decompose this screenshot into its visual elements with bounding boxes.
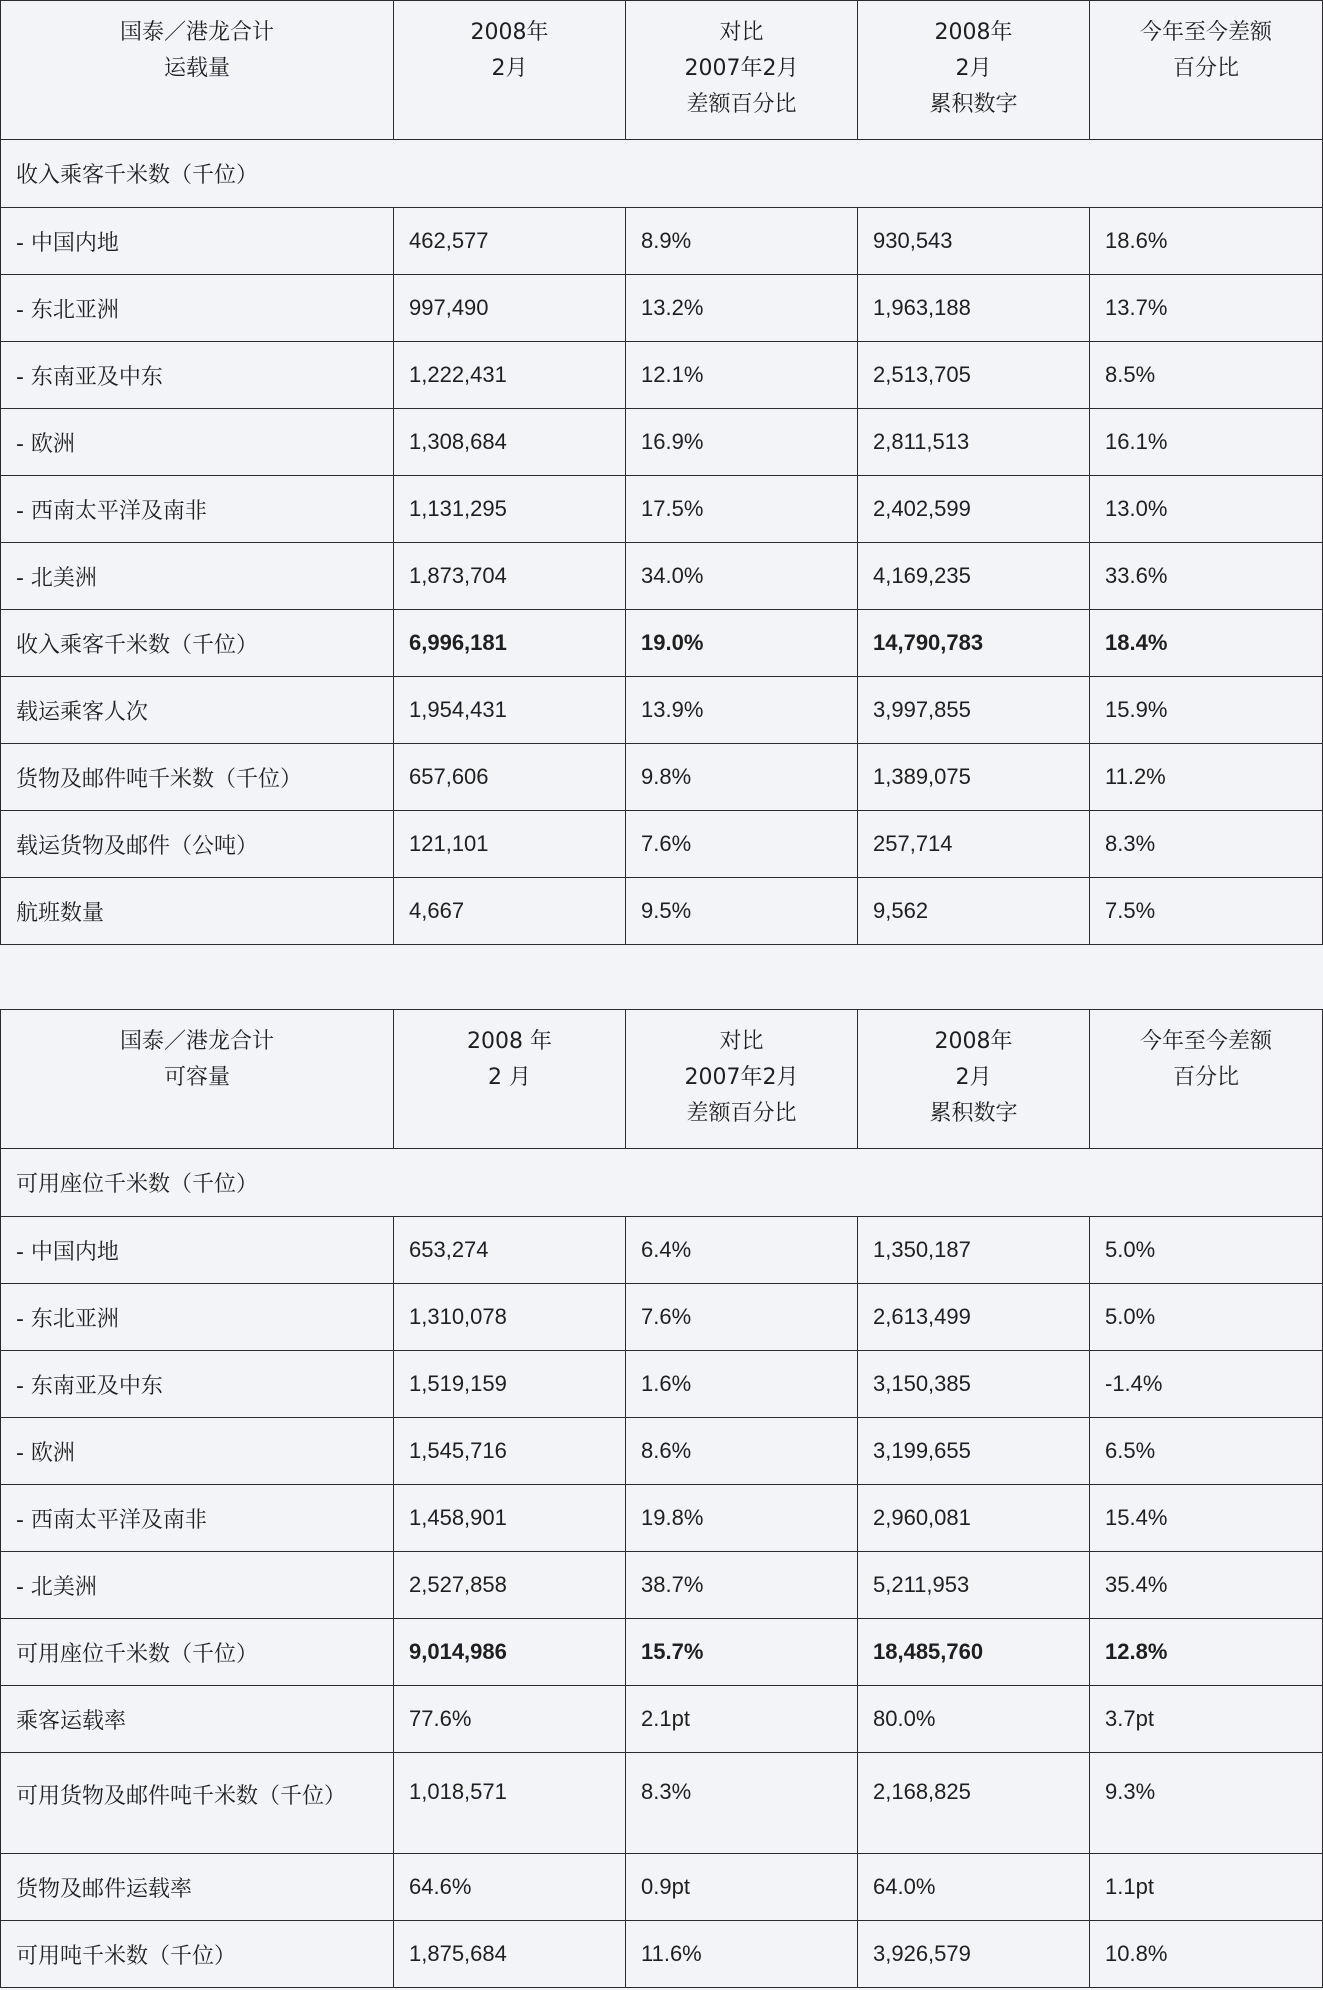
row-value: 5,211,953 (858, 1552, 1090, 1619)
row-value: 653,274 (394, 1217, 626, 1284)
row-value: 0.9pt (626, 1854, 858, 1921)
header-cell: 2008年 2月 (394, 1, 626, 140)
table-row (1, 543, 1323, 610)
row-value: 8.3% (626, 1753, 858, 1854)
header-cell: 国泰／港龙合计 可容量 (1, 1010, 394, 1149)
row-value: 15.9% (1090, 677, 1323, 744)
row-value: 18.6% (1090, 208, 1323, 275)
row-value: 1,350,187 (858, 1217, 1090, 1284)
row-label: 可用货物及邮件吨千米数（千位） (1, 1753, 394, 1854)
row-value: 16.1% (1090, 409, 1323, 476)
row-value: 15.4% (1090, 1485, 1323, 1552)
row-label: 载运乘客人次 (1, 677, 394, 744)
table-row (1, 342, 1323, 409)
row-value: 8.6% (626, 1418, 858, 1485)
row-value: 9.5% (626, 878, 858, 945)
row-value: 1.1pt (1090, 1854, 1323, 1921)
table-row (1, 1753, 1323, 1854)
row-value: 13.0% (1090, 476, 1323, 543)
table-row (1, 811, 1323, 878)
table-row (1, 1217, 1323, 1284)
table-row (1, 1619, 1323, 1686)
table-row (1, 1351, 1323, 1418)
row-value: 13.7% (1090, 275, 1323, 342)
row-value: 1,458,901 (394, 1485, 626, 1552)
table-row (1, 1284, 1323, 1351)
row-value: 121,101 (394, 811, 626, 878)
row-value: 462,577 (394, 208, 626, 275)
row-value: 6.4% (626, 1217, 858, 1284)
row-value: 6,996,181 (394, 610, 626, 677)
row-value: 64.0% (858, 1854, 1090, 1921)
row-value: 1,310,078 (394, 1284, 626, 1351)
header-row (1, 1, 1323, 140)
row-value: 5.0% (1090, 1284, 1323, 1351)
row-value: 7.6% (626, 1284, 858, 1351)
row-value: 1,954,431 (394, 677, 626, 744)
row-label: 货物及邮件吨千米数（千位） (1, 744, 394, 811)
header-cell: 2008年 2月 累积数字 (858, 1, 1090, 140)
table-row (1, 1418, 1323, 1485)
row-value: 1,308,684 (394, 409, 626, 476)
table-row (1, 1854, 1323, 1921)
row-label: - 西南太平洋及南非 (1, 476, 394, 543)
row-value: 2,168,825 (858, 1753, 1090, 1854)
row-value: 9.3% (1090, 1753, 1323, 1854)
header-cell: 2008 年 2 月 (394, 1010, 626, 1149)
row-value: 9.8% (626, 744, 858, 811)
table-row (1, 744, 1323, 811)
row-value: 1,875,684 (394, 1921, 626, 1988)
row-value: 8.3% (1090, 811, 1323, 878)
row-value: 2,513,705 (858, 342, 1090, 409)
section-label: 可用座位千米数（千位） (1, 1149, 1323, 1217)
row-value: 10.8% (1090, 1921, 1323, 1988)
table-row (1, 878, 1323, 945)
table-row (1, 1485, 1323, 1552)
header-cell: 今年至今差额 百分比 (1090, 1, 1323, 140)
row-value: 7.5% (1090, 878, 1323, 945)
row-value: 4,667 (394, 878, 626, 945)
table-row (1, 610, 1323, 677)
row-value: 4,169,235 (858, 543, 1090, 610)
row-label: - 东南亚及中东 (1, 342, 394, 409)
capacity-table (0, 1009, 1323, 1988)
row-value: 657,606 (394, 744, 626, 811)
row-value: 9,014,986 (394, 1619, 626, 1686)
header-cell: 今年至今差额 百分比 (1090, 1010, 1323, 1149)
table-row (1, 1921, 1323, 1988)
row-value: 6.5% (1090, 1418, 1323, 1485)
section-row (1, 1149, 1323, 1217)
row-label: - 东北亚洲 (1, 1284, 394, 1351)
row-value: 1,963,188 (858, 275, 1090, 342)
row-value: 1,389,075 (858, 744, 1090, 811)
row-value: 18.4% (1090, 610, 1323, 677)
row-value: 2,811,513 (858, 409, 1090, 476)
table-row (1, 1686, 1323, 1753)
row-value: 15.7% (626, 1619, 858, 1686)
row-value: 19.8% (626, 1485, 858, 1552)
row-value: 19.0% (626, 610, 858, 677)
row-value: 2,527,858 (394, 1552, 626, 1619)
row-value: 38.7% (626, 1552, 858, 1619)
row-value: 77.6% (394, 1686, 626, 1753)
row-value: 16.9% (626, 409, 858, 476)
row-value: 997,490 (394, 275, 626, 342)
row-value: 3,199,655 (858, 1418, 1090, 1485)
row-value: 17.5% (626, 476, 858, 543)
table-row (1, 208, 1323, 275)
row-label: 收入乘客千米数（千位） (1, 610, 394, 677)
row-value: 1,545,716 (394, 1418, 626, 1485)
row-value: 14,790,783 (858, 610, 1090, 677)
row-value: 35.4% (1090, 1552, 1323, 1619)
row-value: 80.0% (858, 1686, 1090, 1753)
row-value: 34.0% (626, 543, 858, 610)
row-value: 2,402,599 (858, 476, 1090, 543)
header-cell: 国泰／港龙合计 运载量 (1, 1, 394, 140)
row-value: 5.0% (1090, 1217, 1323, 1284)
header-cell: 2008年 2月 累积数字 (858, 1010, 1090, 1149)
traffic-table (0, 0, 1323, 945)
header-row (1, 1010, 1323, 1149)
row-value: 11.6% (626, 1921, 858, 1988)
row-value: 13.2% (626, 275, 858, 342)
row-value: 64.6% (394, 1854, 626, 1921)
row-value: 1,873,704 (394, 543, 626, 610)
row-label: - 东北亚洲 (1, 275, 394, 342)
row-value: -1.4% (1090, 1351, 1323, 1418)
row-value: 12.8% (1090, 1619, 1323, 1686)
row-label: 可用座位千米数（千位） (1, 1619, 394, 1686)
row-label: - 西南太平洋及南非 (1, 1485, 394, 1552)
row-value: 1.6% (626, 1351, 858, 1418)
row-value: 3,997,855 (858, 677, 1090, 744)
row-value: 1,222,431 (394, 342, 626, 409)
header-cell: 对比 2007年2月 差额百分比 (626, 1010, 858, 1149)
row-value: 3,926,579 (858, 1921, 1090, 1988)
row-label: 可用吨千米数（千位） (1, 1921, 394, 1988)
section-label: 收入乘客千米数（千位） (1, 140, 1323, 208)
row-value: 12.1% (626, 342, 858, 409)
table-row (1, 476, 1323, 543)
row-value: 8.9% (626, 208, 858, 275)
header-cell: 对比 2007年2月 差额百分比 (626, 1, 858, 140)
section-row (1, 140, 1323, 208)
row-label: 载运货物及邮件（公吨） (1, 811, 394, 878)
row-value: 2,960,081 (858, 1485, 1090, 1552)
row-value: 257,714 (858, 811, 1090, 878)
row-value: 11.2% (1090, 744, 1323, 811)
row-value: 33.6% (1090, 543, 1323, 610)
row-label: - 北美洲 (1, 543, 394, 610)
row-value: 2.1pt (626, 1686, 858, 1753)
table-row (1, 1552, 1323, 1619)
table-row (1, 677, 1323, 744)
row-label: - 中国内地 (1, 208, 394, 275)
row-label: 乘客运载率 (1, 1686, 394, 1753)
table-row (1, 409, 1323, 476)
row-value: 2,613,499 (858, 1284, 1090, 1351)
row-label: 航班数量 (1, 878, 394, 945)
row-value: 9,562 (858, 878, 1090, 945)
row-label: - 欧洲 (1, 409, 394, 476)
row-value: 3.7pt (1090, 1686, 1323, 1753)
row-value: 13.9% (626, 677, 858, 744)
row-value: 7.6% (626, 811, 858, 878)
row-value: 3,150,385 (858, 1351, 1090, 1418)
row-label: - 中国内地 (1, 1217, 394, 1284)
table-row (1, 275, 1323, 342)
row-value: 1,131,295 (394, 476, 626, 543)
row-value: 1,018,571 (394, 1753, 626, 1854)
row-value: 1,519,159 (394, 1351, 626, 1418)
row-label: - 北美洲 (1, 1552, 394, 1619)
row-value: 930,543 (858, 208, 1090, 275)
row-label: - 欧洲 (1, 1418, 394, 1485)
row-value: 18,485,760 (858, 1619, 1090, 1686)
row-value: 8.5% (1090, 342, 1323, 409)
row-label: - 东南亚及中东 (1, 1351, 394, 1418)
row-label: 货物及邮件运载率 (1, 1854, 394, 1921)
